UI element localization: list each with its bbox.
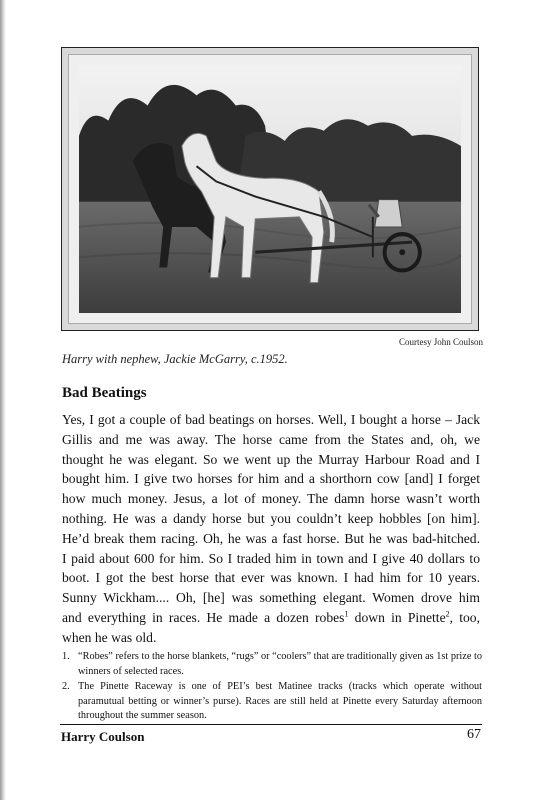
running-footer-name: Harry Coulson — [61, 729, 145, 744]
photo-frame — [61, 47, 479, 331]
footnotes — [62, 650, 482, 725]
body-line: Gillis and me was away. The horse came from the States and, oh, we — [62, 431, 480, 447]
footnote-text: “Robes” refers to the horse blankets, “rugs” or “coolers” that are traditionally given as 1st prize to winners of selected races. — [78, 651, 483, 677]
body-line: nothing. He was a dandy horse but you couldn’t keep hobbles [on him]. — [62, 510, 480, 526]
body-paragraph — [62, 410, 480, 648]
footnote-item — [62, 650, 482, 679]
body-line — [62, 608, 480, 628]
body-text-fragment: down in Pinette — [348, 609, 446, 625]
body-line: I paid about 600 for him. So I traded him in town and I give 40 dollars to — [62, 550, 480, 566]
footnote-number: 2. — [62, 681, 70, 692]
footer-rule — [60, 724, 482, 725]
footnote-text: The Pinette Raceway is one of PEI’s best Matinee tracks (tracks which operate without paramutual betting or winner’s purse). Races are still held at Pinette every Saturday afternoon throughout the summer season. — [78, 681, 482, 721]
page-gutter-shadow — [0, 0, 6, 800]
photograph-icon — [79, 65, 461, 313]
body-text-fragment: , too, — [449, 609, 480, 625]
body-line: bought him. I give two horses for him and a shorthorn cow [and] I forget — [62, 471, 480, 487]
body-line: boot. I got the best horse that ever was known. I had him for 10 years. — [62, 570, 480, 586]
footnote-item — [62, 680, 482, 724]
page-number: 67 — [467, 727, 481, 742]
body-line: how much money. Jesus, a lot of money. The damn horse wasn’t worth — [62, 491, 480, 507]
body-line: Yes, I got a couple of bad beatings on horses. Well, I bought a horse – Jack — [62, 412, 480, 427]
photo-mat — [68, 54, 472, 324]
footnote-ref-2: 2 — [445, 609, 450, 619]
body-line: Sunny Wickham.... Oh, [he] was something elegant. Women drove him — [62, 590, 480, 606]
body-line: thought he was elegant. So we went up the Murray Harbour Road and I — [62, 451, 480, 467]
body-line: He’d break them racing. Oh, he was a fast horse. But he was bad-hitched. — [62, 530, 480, 546]
photo-caption: Harry with nephew, Jackie McGarry, c.1952. — [62, 352, 288, 366]
footnote-number: 1. — [62, 651, 70, 662]
body-text-fragment: and everything in races. He made a dozen robes — [62, 609, 345, 625]
section-title: Bad Beatings — [62, 385, 147, 401]
photo-credit: Courtesy John Coulson — [398, 337, 483, 347]
footnote-ref-1: 1 — [344, 609, 349, 619]
body-line: when he was old. — [62, 629, 157, 645]
